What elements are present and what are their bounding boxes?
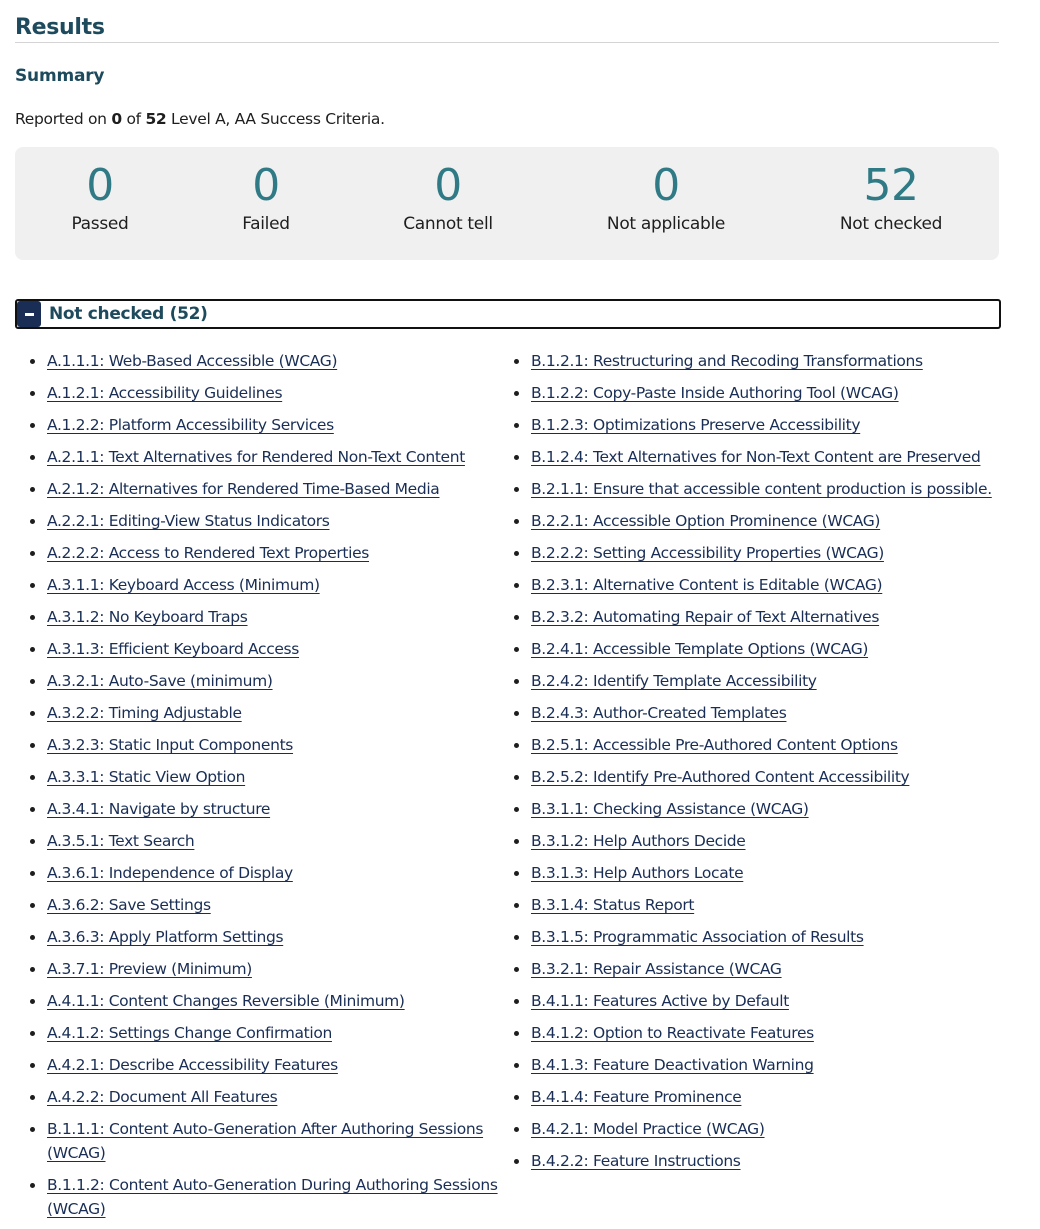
- criterion-link[interactable]: A.3.1.3: Efficient Keyboard Access: [47, 640, 300, 658]
- criterion-link[interactable]: A.3.2.3: Static Input Components: [47, 736, 294, 754]
- criterion-list-item: [15, 541, 505, 565]
- criterion-link[interactable]: A.3.1.1: Keyboard Access (Minimum): [47, 576, 320, 594]
- criterion-list-item: [15, 861, 505, 885]
- stat-not-checked: [840, 159, 942, 235]
- criterion-link[interactable]: B.3.1.2: Help Authors Decide: [531, 832, 746, 850]
- criterion-link[interactable]: A.3.5.1: Text Search: [47, 832, 195, 850]
- criterion-list-item: [15, 573, 505, 597]
- criterion-link[interactable]: B.1.2.2: Copy-Paste Inside Authoring Tool (WCAG): [531, 384, 899, 402]
- criterion-link[interactable]: A.1.1.1: Web-Based Accessible (WCAG): [47, 352, 338, 370]
- criterion-link[interactable]: A.3.2.1: Auto-Save (minimum): [47, 672, 273, 690]
- reported-prefix: Reported on: [15, 110, 112, 128]
- criterion-link[interactable]: B.2.2.1: Accessible Option Prominence (WCAG): [531, 512, 881, 530]
- criterion-link[interactable]: B.4.1.4: Feature Prominence: [531, 1088, 742, 1106]
- minus-icon: [25, 313, 34, 316]
- criterion-list-item: [15, 381, 505, 405]
- results-heading: Results: [15, 0, 999, 43]
- criterion-list-item: [499, 829, 999, 853]
- criterion-link[interactable]: A.4.2.2: Document All Features: [47, 1088, 278, 1106]
- criterion-list-item: [499, 1149, 999, 1173]
- reported-count: 0: [111, 110, 122, 128]
- criterion-link[interactable]: B.2.4.2: Identify Template Accessibility: [531, 672, 817, 690]
- stat-value: 0: [434, 160, 462, 211]
- criterion-list-item: [499, 637, 999, 661]
- criterion-list-item: [499, 765, 999, 789]
- criterion-link[interactable]: A.1.2.2: Platform Accessibility Services: [47, 416, 334, 434]
- criteria-column-right: [499, 349, 999, 1181]
- criterion-list-item: [15, 1053, 505, 1077]
- criterion-list-item: [499, 957, 999, 981]
- accordion-title: Not checked (52): [49, 304, 208, 324]
- criterion-link[interactable]: B.2.5.2: Identify Pre-Authored Content Accessibility: [531, 768, 910, 786]
- criterion-link[interactable]: A.3.7.1: Preview (Minimum): [47, 960, 252, 978]
- criterion-list-item: [499, 509, 999, 533]
- not-checked-accordion-toggle[interactable]: [15, 299, 1001, 329]
- criterion-link[interactable]: A.4.1.1: Content Changes Reversible (Minimum): [47, 992, 405, 1010]
- criterion-link[interactable]: A.3.4.1: Navigate by structure: [47, 800, 271, 818]
- criterion-link[interactable]: A.3.1.2: No Keyboard Traps: [47, 608, 248, 626]
- criterion-link[interactable]: A.4.2.1: Describe Accessibility Features: [47, 1056, 338, 1074]
- criterion-list-item: [499, 1085, 999, 1109]
- criterion-link[interactable]: B.2.5.1: Accessible Pre-Authored Content Options: [531, 736, 898, 754]
- stat-value: 0: [652, 160, 680, 211]
- criterion-link[interactable]: B.1.2.1: Restructuring and Recoding Transformations: [531, 352, 923, 370]
- criterion-link[interactable]: B.4.1.3: Feature Deactivation Warning: [531, 1056, 814, 1074]
- criterion-link[interactable]: A.3.3.1: Static View Option: [47, 768, 246, 786]
- criterion-link[interactable]: B.1.1.2: Content Auto-Generation During Authoring Sessions (WCAG): [47, 1176, 498, 1218]
- criterion-list-item: [499, 541, 999, 565]
- criterion-link[interactable]: A.2.2.2: Access to Rendered Text Properties: [47, 544, 370, 562]
- stat-not-applicable: [607, 159, 725, 235]
- summary-stats-panel: [15, 147, 999, 260]
- criterion-list-item: [499, 893, 999, 917]
- criterion-list-item: [15, 445, 505, 469]
- criterion-list-item: [499, 1021, 999, 1045]
- criterion-link[interactable]: A.3.2.2: Timing Adjustable: [47, 704, 242, 722]
- criterion-list-item: [499, 445, 999, 469]
- stat-failed: [242, 159, 290, 235]
- criterion-list-item: [15, 413, 505, 437]
- criterion-list-item: [15, 1021, 505, 1045]
- stat-cannot-tell: [403, 159, 493, 235]
- criterion-link[interactable]: B.3.1.5: Programmatic Association of Results: [531, 928, 864, 946]
- criterion-list-item: [15, 605, 505, 629]
- criterion-link[interactable]: B.3.1.1: Checking Assistance (WCAG): [531, 800, 809, 818]
- criterion-list-item: [15, 1117, 505, 1165]
- criterion-list-item: [499, 349, 999, 373]
- criterion-list-item: [499, 861, 999, 885]
- criterion-link[interactable]: A.3.6.1: Independence of Display: [47, 864, 293, 882]
- criterion-link[interactable]: B.4.1.1: Features Active by Default: [531, 992, 789, 1010]
- summary-heading: Summary: [15, 66, 105, 86]
- criterion-link[interactable]: B.3.2.1: Repair Assistance (WCAG: [531, 960, 782, 978]
- criterion-link[interactable]: A.3.6.3: Apply Platform Settings: [47, 928, 284, 946]
- criterion-link[interactable]: A.4.1.2: Settings Change Confirmation: [47, 1024, 332, 1042]
- criterion-list-item: [499, 477, 999, 501]
- criterion-list-item: [499, 1053, 999, 1077]
- stat-label: Not checked: [839, 214, 943, 234]
- criterion-list-item: [15, 669, 505, 693]
- stat-value: 0: [86, 160, 114, 211]
- criterion-link[interactable]: B.1.2.4: Text Alternatives for Non-Text Content are Preserved: [531, 448, 981, 466]
- criterion-list-item: [15, 829, 505, 853]
- criterion-link[interactable]: B.3.1.3: Help Authors Locate: [531, 864, 744, 882]
- criterion-link[interactable]: B.2.1.1: Ensure that accessible content production is possible.: [531, 480, 992, 498]
- criterion-list-item: [499, 669, 999, 693]
- reported-summary-text: [15, 108, 999, 130]
- criterion-list-item: [499, 925, 999, 949]
- criterion-list-item: [499, 733, 999, 757]
- stat-label: Failed: [242, 214, 290, 234]
- criterion-list-item: [15, 957, 505, 981]
- criterion-link[interactable]: B.4.1.2: Option to Reactivate Features: [531, 1024, 814, 1042]
- criterion-link[interactable]: B.2.4.3: Author-Created Templates: [531, 704, 787, 722]
- criterion-list-item: [15, 989, 505, 1013]
- criterion-link[interactable]: B.2.3.2: Automating Repair of Text Alternatives: [531, 608, 880, 626]
- criterion-list-item: [15, 893, 505, 917]
- criterion-list-item: [499, 1117, 999, 1141]
- criterion-link[interactable]: A.1.2.1: Accessibility Guidelines: [47, 384, 283, 402]
- stat-value: 0: [252, 160, 280, 211]
- criterion-list-item: [499, 797, 999, 821]
- criterion-list-item: [499, 605, 999, 629]
- criterion-link[interactable]: A.2.1.2: Alternatives for Rendered Time-Based Media: [47, 480, 440, 498]
- criterion-list-item: [15, 925, 505, 949]
- stat-label: Passed: [71, 214, 129, 234]
- criteria-column-left: [15, 349, 505, 1229]
- criterion-link[interactable]: B.1.2.3: Optimizations Preserve Accessibility: [531, 416, 861, 434]
- criterion-list-item: [15, 477, 505, 501]
- stat-label: Cannot tell: [403, 214, 493, 234]
- collapse-toggle-button[interactable]: [17, 301, 41, 327]
- criterion-list-item: [15, 1173, 505, 1221]
- criterion-link[interactable]: B.1.1.1: Content Auto-Generation After Authoring Sessions (WCAG): [47, 1120, 484, 1162]
- criterion-list-item: [15, 765, 505, 789]
- criterion-list-item: [499, 701, 999, 725]
- criterion-list-item: [15, 1085, 505, 1109]
- criterion-list-item: [499, 381, 999, 405]
- criterion-link[interactable]: A.2.2.1: Editing-View Status Indicators: [47, 512, 330, 530]
- criterion-list-item: [499, 989, 999, 1013]
- criterion-link[interactable]: B.2.2.2: Setting Accessibility Properties (WCAG): [531, 544, 884, 562]
- stat-value: 52: [863, 160, 919, 211]
- stat-label: Not applicable: [606, 214, 726, 234]
- stat-passed: [71, 159, 128, 235]
- criterion-link[interactable]: A.3.6.2: Save Settings: [47, 896, 211, 914]
- criterion-link[interactable]: A.2.1.1: Text Alternatives for Rendered Non-Text Content: [47, 448, 465, 466]
- criterion-list-item: [499, 413, 999, 437]
- criterion-link[interactable]: B.4.2.2: Feature Instructions: [531, 1152, 741, 1170]
- reported-suffix: Level A, AA Success Criteria.: [166, 110, 385, 128]
- criterion-link[interactable]: B.2.3.1: Alternative Content is Editable (WCAG): [531, 576, 883, 594]
- reported-total: 52: [145, 110, 167, 128]
- criterion-link[interactable]: B.3.1.4: Status Report: [531, 896, 695, 914]
- criterion-list-item: [499, 573, 999, 597]
- criterion-list-item: [15, 701, 505, 725]
- criterion-link[interactable]: B.4.2.1: Model Practice (WCAG): [531, 1120, 765, 1138]
- criterion-list-item: [15, 637, 505, 661]
- criterion-link[interactable]: B.2.4.1: Accessible Template Options (WCAG): [531, 640, 869, 658]
- criterion-list-item: [15, 509, 505, 533]
- criterion-list-item: [15, 349, 505, 373]
- reported-of: of: [121, 110, 146, 128]
- criterion-list-item: [15, 733, 505, 757]
- criterion-list-item: [15, 797, 505, 821]
